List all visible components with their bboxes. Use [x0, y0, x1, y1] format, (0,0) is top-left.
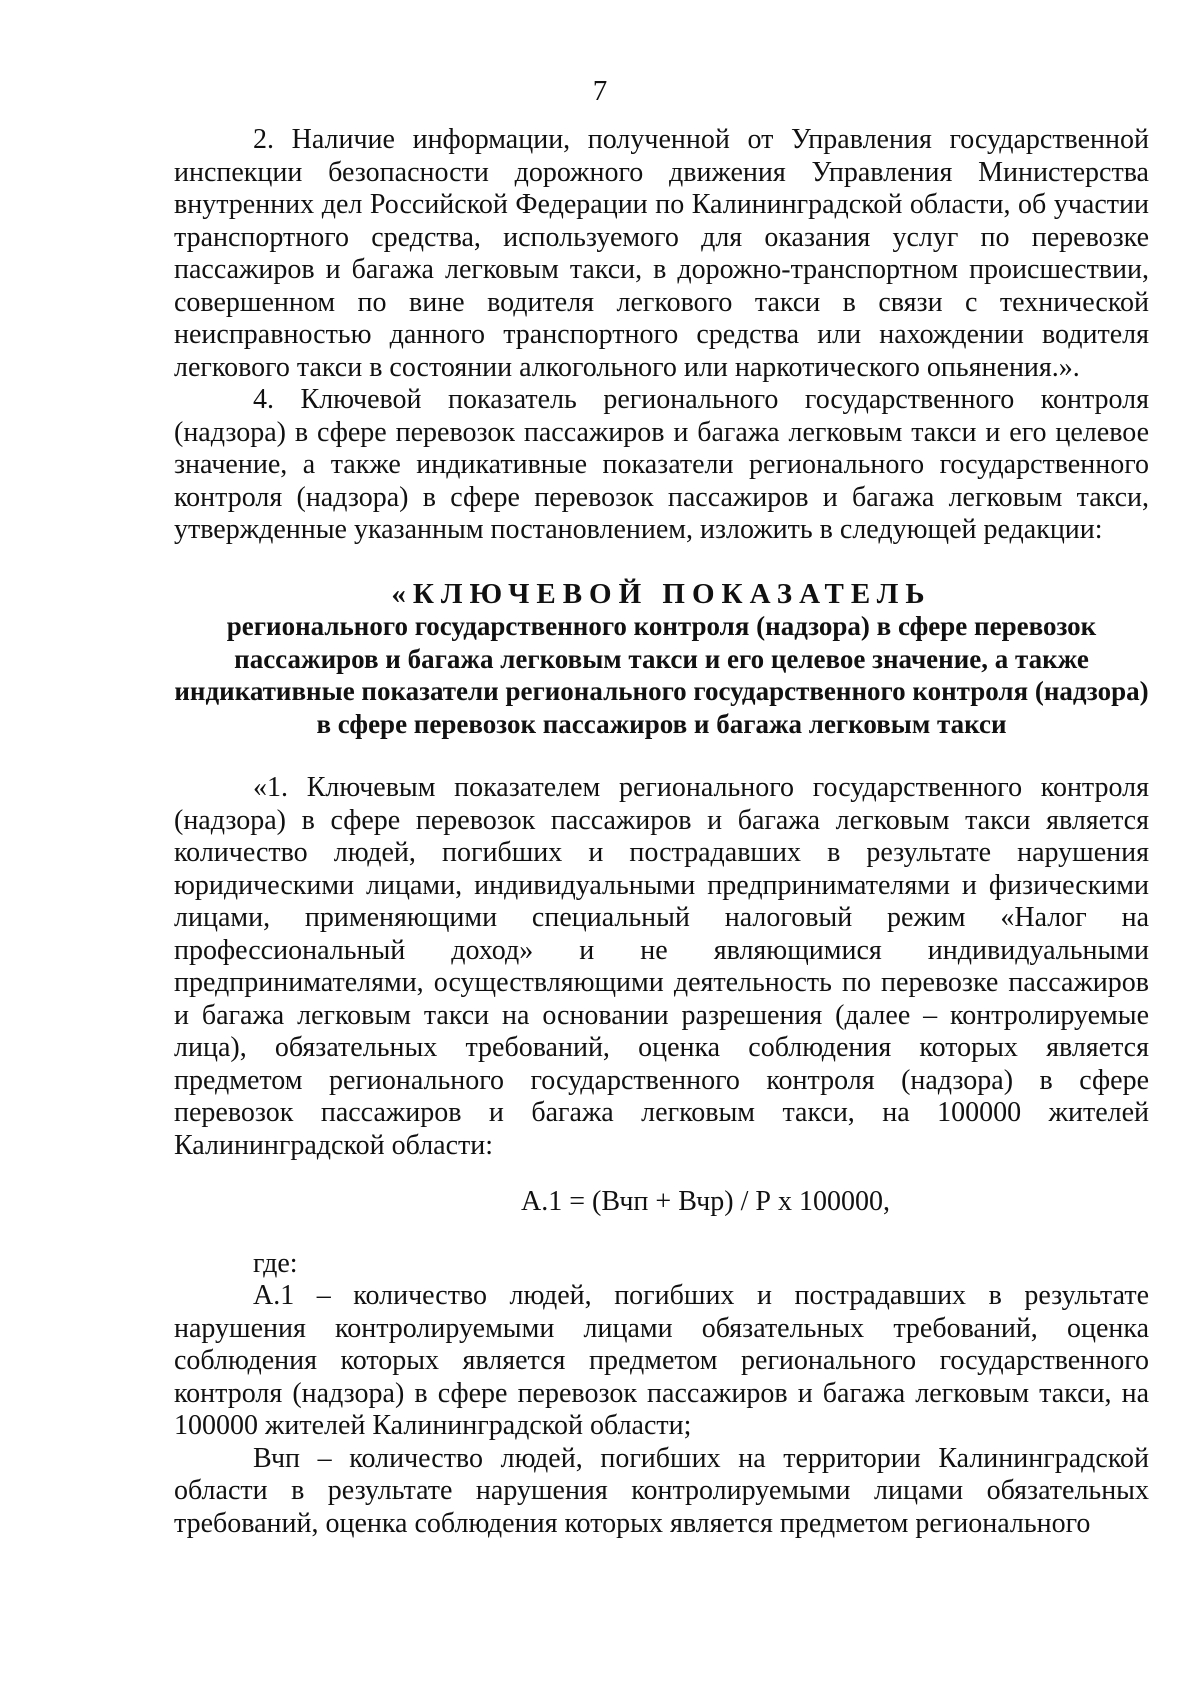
formula: А.1 = (Вчп + Вчр) / Р х 100000, — [521, 1186, 890, 1217]
definition-vchp: Вчп – количество людей, погибших на территории Калининградской области в результате нарушения контролируемыми лицами обязательных требований, оценка соблюдения которых является предметом регионального — [174, 1442, 1149, 1539]
where-label: где: — [253, 1247, 298, 1279]
page-number: 7 — [592, 75, 608, 107]
section-heading-title: «КЛЮЧЕВОЙ ПОКАЗАТЕЛЬ — [391, 577, 932, 610]
document-body — [174, 124, 1149, 1540]
paragraph-key-indicator: «1. Ключевым показателем регионального государственного контроля (надзора) в сфере перевозок пассажиров и багажа легковым такси является количество людей, погибших и пострадавших в результате нарушения юридическими лицами, индивидуальными предпринимателями и физическими лицами, применяющими специальный налоговый режим «Налог на профессиональный доход» и не являющимися индивидуальными предпринимателями, осуществляющими деятельность по перевозке пассажиров и багажа легковым такси на основании разрешения (далее – контролируемые лица), обязательных требований, оценка соблюдения которых является предметом регионального государственного контроля (надзора) в сфере перевозок пассажиров и багажа легковым такси, на 100000 жителей Калининградской области: — [174, 772, 1149, 1161]
definition-a1: А.1 – количество людей, погибших и пострадавших в результате нарушения контролируемыми лицами обязательных требований, оценка соблюдения которых является предметом регионального государственного контроля (надзора) в сфере перевозок пассажиров и багажа легковым такси, на 100000 жителей Калининградской области; — [174, 1280, 1149, 1441]
section-heading-subtitle: регионального государственного контроля (надзора) в сфере перевозок пассажиров и багажа легковым такси и его целевое значение, а также индикативные показатели регионального государственного контроля (надзора) в сфере перевозок пассажиров и багажа легковым такси — [174, 611, 1149, 739]
paragraph-item-4: 4. Ключевой показатель регионального государственного контроля (надзора) в сфере перевозок пассажиров и багажа легковым такси и его целевое значение, а также индикативные показатели регионального государственного контроля (надзора) в сфере перевозок пассажиров и багажа легковым такси, утвержденные указанным постановлением, изложить в следующей редакции: — [174, 384, 1149, 545]
paragraph-item-2: 2. Наличие информации, полученной от Управления государственной инспекции безопасности дорожного движения Управления Министерства внутренних дел Российской Федерации по Калининградской области, об участии транспортного средства, используемого для оказания услуг по перевозке пассажиров и багажа легковым такси, в дорожно-транспортном происшествии, совершенном по вине водителя легкового такси в связи с технической неисправностью данного транспортного средства или нахождении водителя легкового такси в состоянии алкогольного или наркотического опьянения.». — [174, 124, 1149, 383]
